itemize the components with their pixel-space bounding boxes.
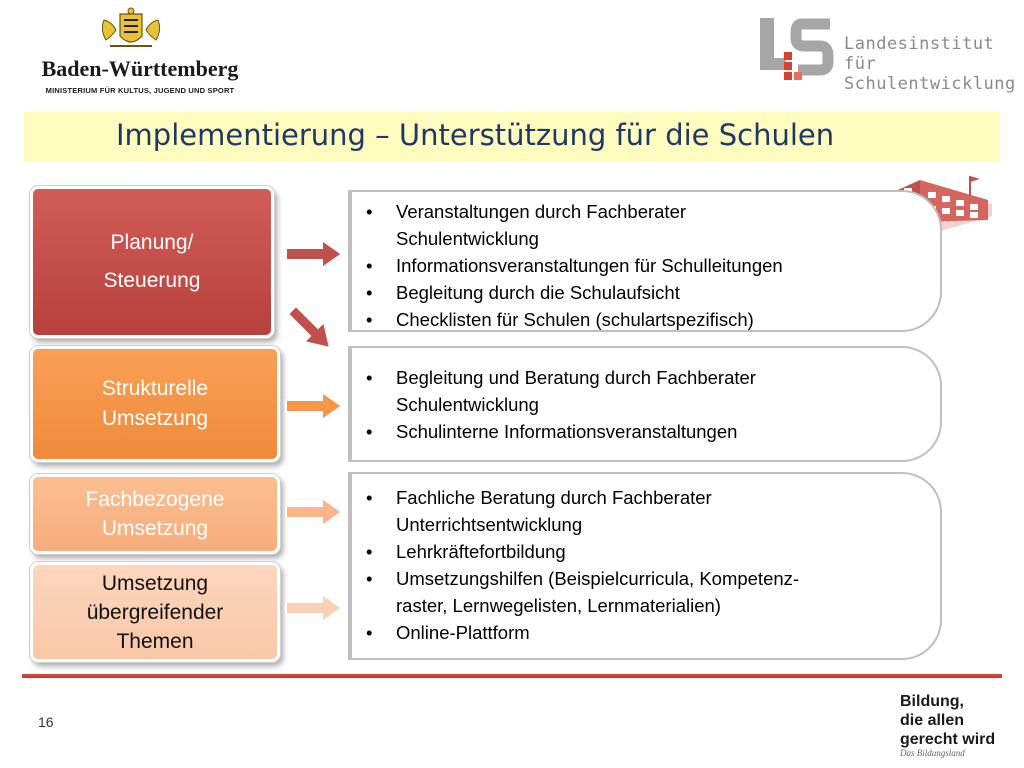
block-label-line-2: Steuerung [103,269,201,292]
coat-of-arms-icon [96,6,166,52]
slogan-line-1: Bildung, [900,693,964,710]
list-item-continuation: Schulentwicklung [396,394,539,415]
panel-planung-measures [348,190,942,332]
ls-logo-icon [758,16,834,82]
list-item: • Begleitung durch die Schulaufsicht [360,279,783,306]
institute-line-2: für Schulentwicklung [844,54,1016,94]
arrow-right-icon [284,496,344,528]
block-label-line-2: übergreifender [86,600,224,624]
arrow-right-icon [284,592,344,624]
institute-name [844,34,1016,94]
block-label-line-3: Themen [116,629,194,653]
list-item-continuation: Unterrichtsentwicklung [396,514,583,535]
list-item: • Umsetzungshilfen (Beispielcurricula, Kompetenz- [360,565,799,592]
bullet-list [360,484,799,646]
block-label-line-1: Fachbezogene [85,488,225,511]
arrow-down-right-icon [284,302,336,352]
slogan-subtitle: Das Bildungsland [900,748,965,758]
slogan-line-3: gerecht wird [900,731,996,748]
list-item: • Checklisten für Schulen (schulartspezifisch) [360,306,783,333]
slogan [900,692,995,749]
block-strukturelle-umsetzung [30,346,280,462]
footer-divider [22,674,1002,678]
list-item: • Lehrkräftefortbildung [360,538,799,565]
page-number: 16 [38,714,54,730]
list-item: • Fachliche Beratung durch Fachberater [360,484,799,511]
arrow-right-icon [284,390,344,422]
title-bar [24,112,1000,162]
slogan-line-2: die allen [900,712,965,729]
block-uebergreifende-themen [30,562,280,662]
block-label-line-2: Umsetzung [101,517,209,540]
panel-fachbezogen-measures [348,472,942,660]
block-label-line-1: Planung/ [110,231,194,254]
page-title: Implementierung – Unterstützung für die Schulen [116,118,835,152]
block-fachbezogene-umsetzung [30,474,280,554]
ministry-name: MINISTERIUM FÜR KULTUS, JUGEND UND SPORT [45,86,235,95]
state-name: Baden-Württemberg [41,56,239,81]
bullet-list [360,364,756,445]
list-item: • Schulinterne Informationsveranstaltungen [360,418,756,445]
institute-line-1: Landesinstitut [844,34,995,54]
block-planung-steuerung [30,186,274,338]
block-label-line-1: Strukturelle [101,377,209,400]
panel-strukturell-measures [348,346,942,462]
list-item-continuation: Schulentwicklung [396,228,539,249]
list-item: • Veranstaltungen durch Fachberater [360,198,783,225]
arrow-right-icon [284,238,344,270]
list-item: • Online-Plattform [360,619,799,646]
block-label-line-2: Umsetzung [101,407,209,430]
list-item-continuation: raster, Lernwegelisten, Lernmaterialien) [396,595,721,616]
list-item: • Begleitung und Beratung durch Fachberater [360,364,756,391]
list-item: • Informationsveranstaltungen für Schulleitungen [360,252,783,279]
block-label-line-1: Umsetzung [101,571,209,595]
bullet-list [360,198,783,333]
ls-institute-logo [758,16,1016,94]
bw-ministry-logo [20,6,260,98]
